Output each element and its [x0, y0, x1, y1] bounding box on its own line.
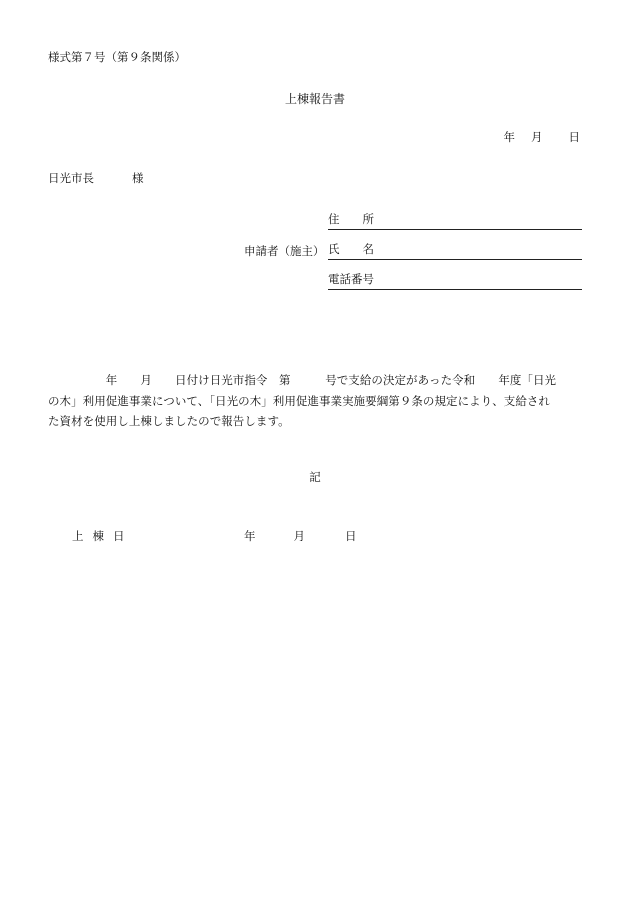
report-date-month-label: 月: [531, 130, 543, 144]
applicant-address-field: [328, 214, 582, 230]
addressee: [48, 173, 144, 185]
applicant-address-label: 住 所: [328, 212, 374, 226]
joto-date-label: 上棟日: [72, 529, 134, 543]
report-date-year-label: 年: [503, 130, 515, 144]
applicant-name-field: [328, 244, 582, 260]
joto-date: [244, 531, 357, 543]
joto-day-label: 日: [345, 529, 357, 543]
applicant-name-label: 氏 名: [328, 242, 374, 256]
addressee-suffix: 様: [132, 171, 144, 185]
report-date: [504, 132, 581, 144]
report-body-line-3: た資材を使用し上棟しましたので報告します。: [48, 414, 290, 428]
report-body: [48, 370, 584, 432]
document-title: 上棟報告書: [284, 92, 345, 106]
form-number: 様式第７号（第９条関係）: [48, 50, 186, 64]
joto-month-label: 月: [293, 529, 305, 543]
report-date-day-label: 日: [568, 130, 580, 144]
report-body-line-1: 年 月 日付け日光市指令 第 号で支給の決定があった令和 年度「日光: [48, 373, 557, 387]
ki-heading: 記: [309, 470, 321, 484]
applicant-phone-field: [328, 274, 582, 290]
report-body-line-2: の木」利用促進事業について、「日光の木」利用促進事業実施要綱第９条の規定により、支給され: [48, 393, 550, 408]
applicant-phone-label: 電話番号: [328, 272, 374, 286]
applicant-label: 申請者（施主）: [244, 244, 325, 258]
joto-year-label: 年: [244, 529, 256, 543]
addressee-name: 日光市長: [48, 171, 94, 185]
